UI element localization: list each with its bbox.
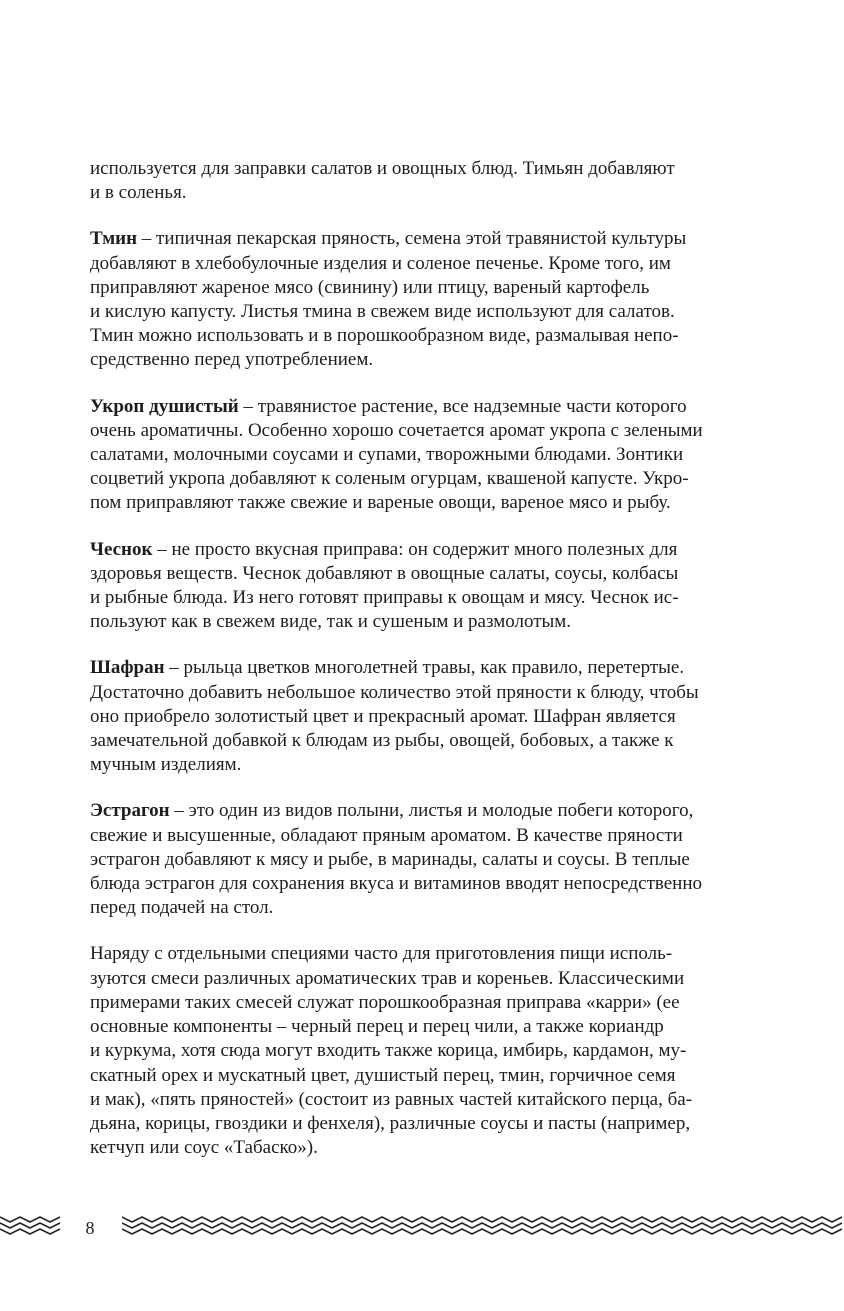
line-text: соцветий укропа добавляют к соленым огурцам, квашеной капусте. Укро- [90,468,689,490]
ornament-right [122,1214,844,1236]
line-text: дьяна, корицы, гвоздики и фенхеля), различные соусы и пасты (например, [90,1112,691,1134]
footer-ornament [0,1205,844,1245]
line-text: и мак), «пять пряностей» (состоит из равных частей китайского перца, ба- [90,1088,693,1110]
text-line [90,656,790,680]
line-text: и в соленья. [90,182,187,204]
zigzag-line [122,1229,842,1234]
line-text: свежие и высушенные, обладают пряным ароматом. В качестве пряности [90,824,683,846]
text-line [90,1136,790,1160]
term-heading: Эстрагон [90,800,170,822]
text-line [90,848,790,872]
line-text: – это один из видов полыни, листья и молодые побеги которого, [169,800,694,822]
text-line [90,824,790,848]
line-text: – типичная пекарская пряность, семена этой травянистой культуры [137,228,687,250]
text-line [90,348,790,372]
line-text: блюда эстрагон для сохранения вкуса и витаминов вводят непосредственно [90,873,703,895]
line-text: кетчуп или соус «Табаско»). [90,1137,318,1159]
line-text: – травянистое растение, все надземные части которого [238,395,687,417]
line-text: и куркума, хотя сюда могут входить также корица, имбирь, кардамон, му- [90,1040,687,1062]
line-text: салатами, молочными соусами и супами, творожными блюдами. Зонтики [90,444,684,466]
line-text: здоровья веществ. Чеснок добавляют в овощные салаты, соусы, колбасы [90,562,679,584]
ornament-left [0,1214,64,1236]
line-text: оно приобрело золотистый цвет и прекрасный аромат. Шафран является [90,705,676,727]
text-line [90,729,790,753]
text-line [90,872,790,896]
text-line [90,276,790,300]
term-heading: Чеснок [90,538,153,560]
text-line [90,967,790,991]
term-heading: Укроп душистый [90,395,239,417]
text-line [90,443,790,467]
zigzag-line [122,1217,842,1222]
text-line [90,705,790,729]
line-text: и кислую капусту. Листья тмина в свежем виде используют для салатов. [90,301,675,323]
text-line [90,562,790,586]
text-line [90,1015,790,1039]
text-line [90,896,790,920]
text-line [90,799,790,823]
text-line [90,538,790,562]
line-text: – рыльца цветков многолетней травы, как правило, перетертые. [164,657,685,679]
zigzag-line [0,1229,60,1234]
text-line [90,991,790,1015]
text-line [90,300,790,324]
zigzag-line [122,1223,842,1228]
text-line [90,1088,790,1112]
line-text: Тмин можно использовать и в порошкообразном виде, размалывая непо- [90,325,679,347]
line-text: пом приправляют также свежие и вареные овощи, вареное мясо и рыбу. [90,492,671,514]
line-text: используется для заправки салатов и овощных блюд. Тимьян добавляют [90,158,675,179]
line-text: эстрагон добавляют к мясу и рыбе, в маринады, салаты и соусы. В теплые [90,848,690,870]
line-text: скатный орех и мускатный цвет, душистый перец, тмин, горчичное семя [90,1064,676,1086]
line-text: средственно перед употреблением. [90,349,374,371]
line-text: перед подачей на стол. [90,897,274,919]
text-line [90,1039,790,1063]
line-text: примерами таких смесей служат порошкообразная приправа «карри» (ее [90,991,680,1013]
line-text: приправляют жареное мясо (свинину) или птицу, вареный картофель [90,276,650,298]
line-text: замечательной добавкой к блюдам из рыбы, овощей, бобовых, а также к [90,730,674,752]
text-line [90,1112,790,1136]
zigzag-line [0,1223,60,1228]
paragraph [90,538,790,635]
line-text: Достаточно добавить небольшое количество этой пряности к блюду, чтобы [90,681,699,703]
paragraph [90,656,790,777]
text-line [90,419,790,443]
paragraph [90,157,790,205]
zigzag-line [0,1217,60,1222]
paragraph [90,395,790,516]
line-text: мучным изделиям. [90,754,242,776]
line-text: и рыбные блюда. Из него готовят приправы к овощам и мясу. Чеснок ис- [90,587,679,609]
term-heading: Шафран [90,657,165,679]
text-line [90,395,790,419]
line-text: – не просто вкусная приправа: он содержит много полезных для [152,538,678,560]
line-text: пользуют как в свежем виде, так и сушеным и размолотым. [90,611,572,633]
paragraph [90,942,790,1160]
paragraph [90,799,790,920]
text-line [90,467,790,491]
term-heading: Тмин [90,228,138,250]
text-line [90,181,790,205]
text-line [90,753,790,777]
text-line [90,324,790,348]
line-text: зуются смеси различных ароматических трав и кореньев. Классическими [90,967,685,989]
page-number: 8 [85,1218,95,1238]
text-line [90,157,790,181]
text-line [90,610,790,634]
line-text: основные компоненты – черный перец и перец чили, а также кориандр [90,1016,664,1038]
page-text [90,157,790,1182]
line-text: Наряду с отдельными специями часто для приготовления пищи исполь- [90,943,673,965]
line-text: добавляют в хлебобулочные изделия и соленое печенье. Кроме того, им [90,252,671,274]
text-line [90,942,790,966]
text-line [90,1064,790,1088]
text-line [90,681,790,705]
text-line [90,586,790,610]
text-line [90,491,790,515]
text-line [90,227,790,251]
text-line [90,252,790,276]
paragraph [90,227,790,372]
line-text: очень ароматичны. Особенно хорошо сочетается аромат укропа с зелеными [90,419,703,441]
